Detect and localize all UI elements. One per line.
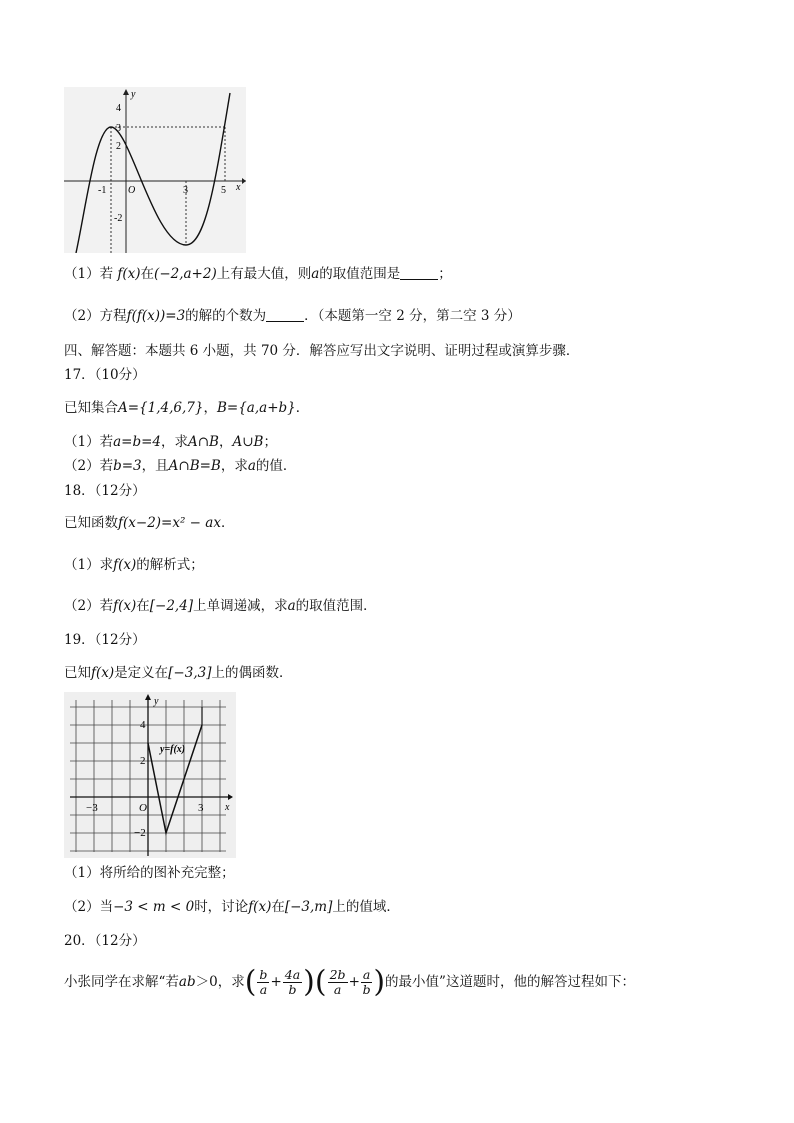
q16-part1: （1）若 f(x)在(−2,a+2)上有最大值，则a的取值范围是 ； (64, 266, 452, 282)
q18-part2: （2）若f(x)在[−2,4]上单调递减，求a的取值范围． (64, 598, 377, 614)
q19-part2: （2）当−3 < m < 0时，讨论f(x)在[−3,m]上的值域． (64, 899, 400, 915)
cubic-graph-figure (64, 87, 246, 253)
y-tick-2: 2 (116, 141, 121, 152)
q18-stem: 已知函数f(x−2)=x² − ax． (64, 515, 235, 531)
x-tick-neg1: -1 (98, 185, 107, 196)
q20-stem: 小张同学在求解“若ab＞0，求( $\frac{b}{a}$ + $\frac{4a}{b}$ )( $\frac{2b}{a}$ + $\frac{a}{b}$ )的最小值”这道题时，他的解答过程如下： (64, 964, 635, 1000)
x-tick-5: 5 (221, 185, 226, 196)
even-function-graph (64, 692, 236, 858)
q19-part1: （1）将所给的图补充完整； (64, 865, 235, 881)
answer-blank-2[interactable] (266, 308, 304, 322)
x-tick-3: 3 (183, 185, 188, 196)
y-axis-label: y (154, 696, 159, 707)
y-tick-neg2: −2 (134, 827, 146, 839)
y-tick-4: 4 (116, 103, 121, 114)
y-tick-4: 4 (140, 719, 146, 731)
curve-label: y=f(x) (160, 744, 186, 755)
x-tick-3: 3 (198, 802, 204, 814)
q17-header: 17．（10分） (64, 367, 146, 383)
origin-label: O (139, 802, 147, 814)
x-axis-label: x (236, 182, 241, 193)
even-function-figure (64, 692, 236, 858)
section-heading: 四、解答题：本题共 6 小题，共 70 分．解答应写出文字说明、证明过程或演算步骤． (64, 343, 580, 359)
q16-part2: （2）方程f(f(x))=3的解的个数为 ．（本题第一空 2 分，第二空 3 分） (64, 308, 521, 324)
fraction-b-over-a: $\frac{b}{a}$ (259, 967, 268, 997)
q20-header: 20．（12分） (64, 933, 146, 949)
q18-part1: （1）求f(x)的解析式； (64, 557, 204, 573)
q19-stem: 已知f(x)是定义在[−3,3]上的偶函数． (64, 665, 293, 681)
y-axis-label: y (131, 89, 136, 100)
origin-label: O (128, 185, 136, 196)
y-tick-neg2: -2 (114, 213, 123, 224)
cubic-curve (76, 93, 230, 253)
q18-header: 18．（12分） (64, 483, 146, 499)
answer-blank-1[interactable] (400, 266, 438, 280)
q19-header: 19．（12分） (64, 632, 146, 648)
q17-part2: （2）若b=3，且A∩B=B，求a的值． (64, 458, 297, 474)
y-tick-2: 2 (140, 755, 146, 767)
fraction-a-over-b: $\frac{a}{b}$ (362, 967, 371, 997)
x-tick-neg3: −3 (86, 802, 98, 814)
x-axis-label: x (225, 802, 230, 813)
fraction-2b-over-a: $\frac{2b}{a}$ (329, 967, 346, 997)
q17-stem: 已知集合A={1,4,6,7}，B={a,a+b}． (64, 400, 310, 416)
cubic-graph (64, 87, 246, 253)
y-tick-3: 3 (116, 123, 121, 134)
q17-part1: （1）若a=b=4，求A∩B，A∪B； (64, 434, 277, 450)
fraction-4a-over-b: $\frac{4a}{b}$ (284, 967, 301, 997)
